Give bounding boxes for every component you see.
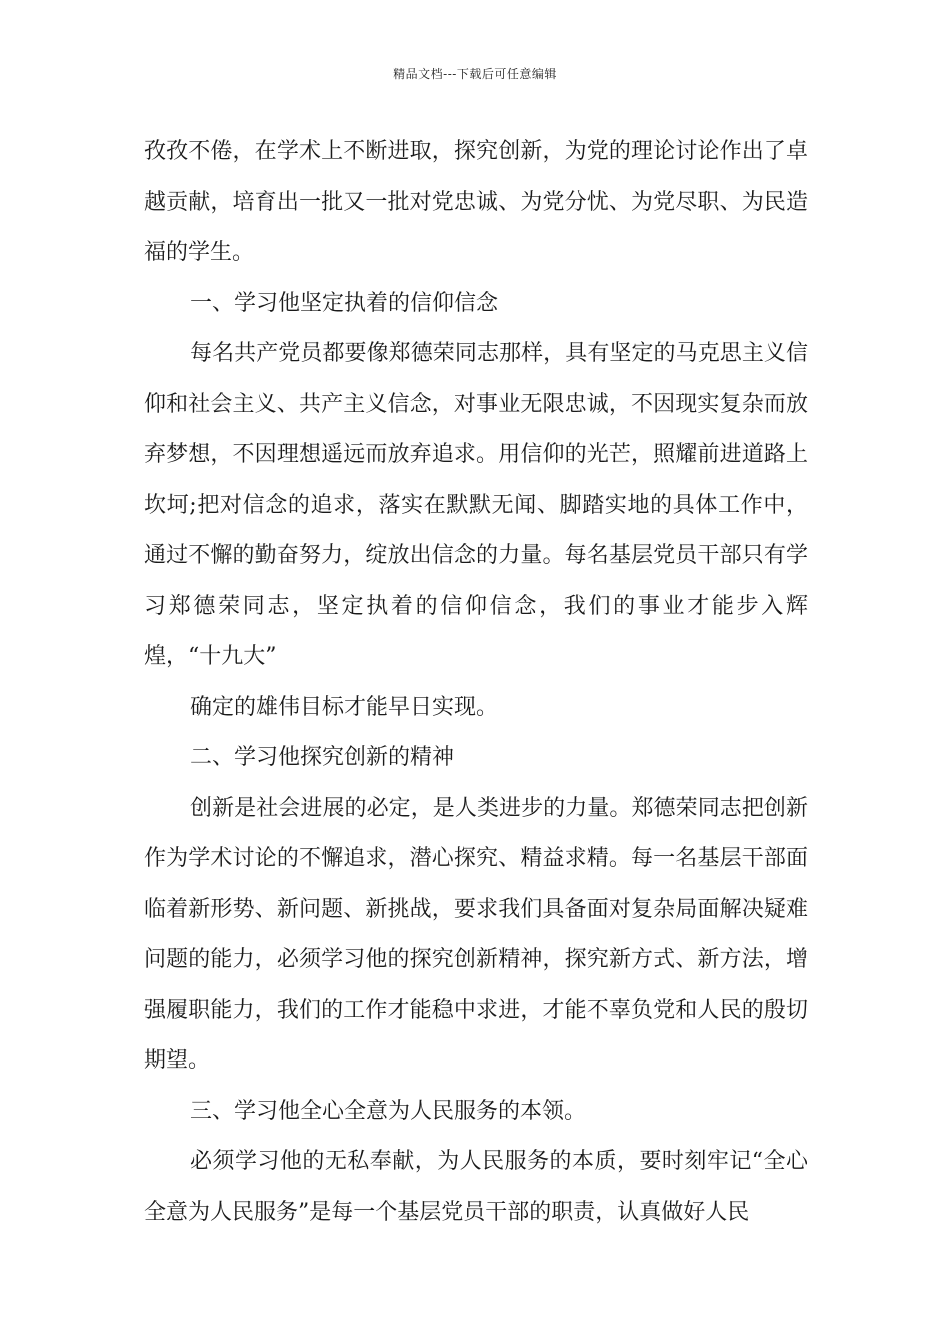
paragraph-belief: 每名共产党员都要像郑德荣同志那样，具有坚定的马克思主义信仰和社会主义、共产主义信念，对事业无限忠诚，不因现实复杂而放弃梦想，不因理想遥远而放弃追求。用信仰的光芒，照耀前进道路上坎坷;把对信念的追求，落实在默默无闻、脚踏实地的具体工作中，通过不懈的勤奋努力，绽放出信念的力量。每名基层党员干部只有学习郑德荣同志，坚定执着的信仰信念，我们的事业才能步入辉煌，“十九大”: [144, 341, 808, 669]
section-heading-1: 一、学习他坚定执着的信仰信念: [190, 290, 499, 316]
section-heading-2: 二、学习他探究创新的精神: [190, 745, 455, 770]
paragraph-intro-continuation: 孜孜不倦，在学术上不断进取，探究创新，为党的理论讨论作出了卓越贡献，培育出一批又一批对党忠诚、为党分忧、为党尽职、为民造福的学生。: [144, 139, 808, 265]
paragraph-innovation: 创新是社会进展的必定，是人类进步的力量。郑德荣同志把创新作为学术讨论的不懈追求，潜心探究、精益求精。每一名基层干部面临着新形势、新问题、新挑战，要求我们具备面对复杂局面解决疑难问题的能力，必须学习他的探究创新精神，探究新方式、新方法，增强履职能力，我们的工作才能稳中求进，才能不辜负党和人民的殷切期望。: [144, 795, 808, 1073]
section-heading-3: 三、学习他全心全意为人民服务的本领。: [190, 1098, 587, 1124]
paragraph-goal: 确定的雄伟目标才能早日实现。: [190, 694, 499, 720]
document-body: [144, 127, 808, 1238]
paragraph-service: 必须学习他的无私奉献，为人民服务的本质，要时刻牢记“全心全意为人民服务”是每一个基层党员干部的职责，认真做好人民: [144, 1149, 808, 1225]
page-header: 精品文档---下载后可任意编辑: [393, 67, 557, 81]
